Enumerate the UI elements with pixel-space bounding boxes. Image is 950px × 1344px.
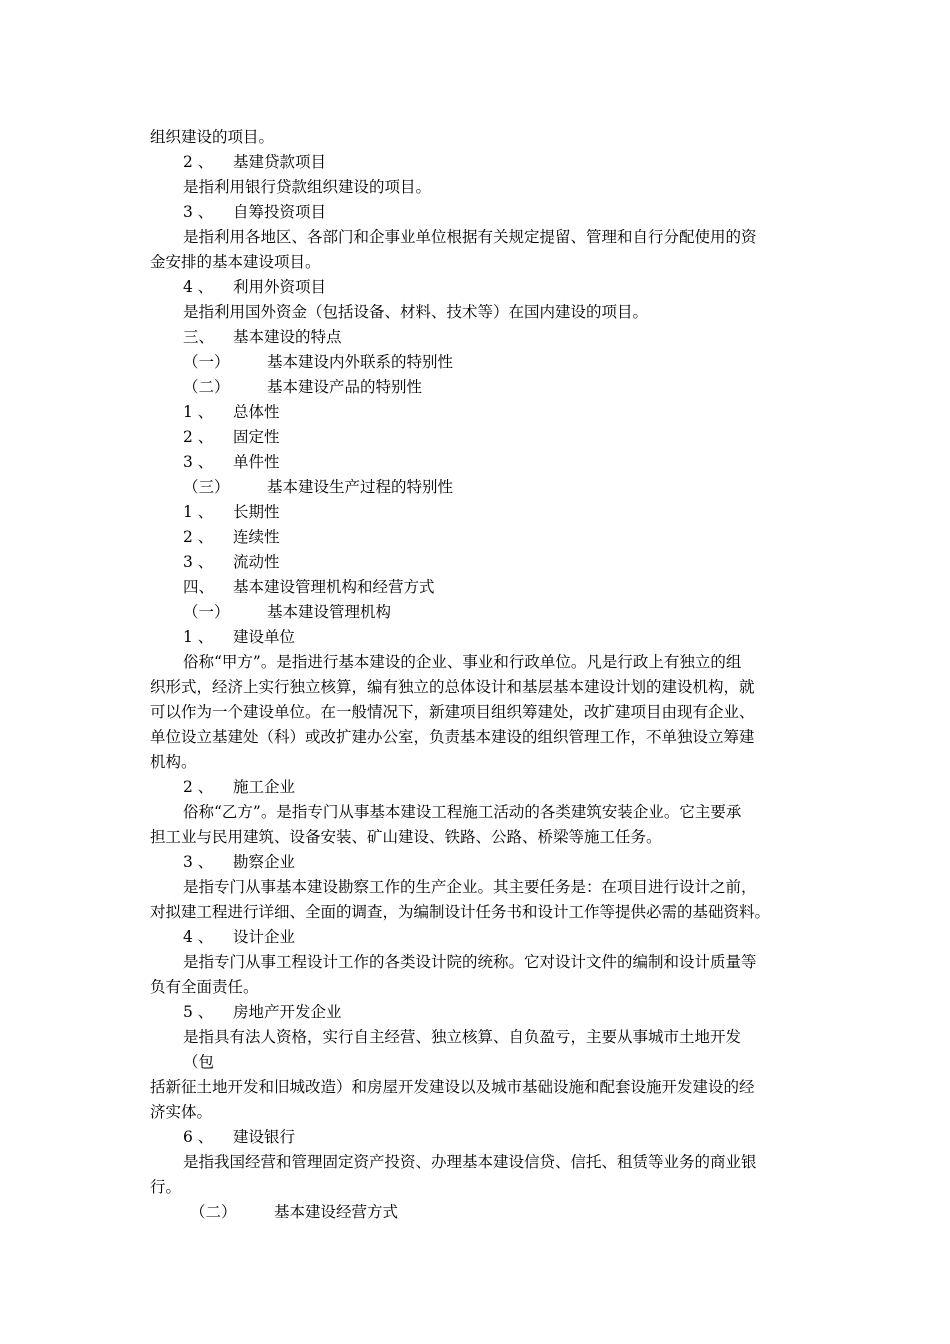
- subsection-heading: （一） 基本建设管理机构: [183, 603, 392, 621]
- numbered-heading: 1 、 总体性: [183, 403, 280, 421]
- numbered-heading: 2 、 基建贷款项目: [183, 153, 327, 171]
- numbered-heading: 4 、 设计企业: [183, 928, 296, 946]
- paragraph-line: 织形式，经济上实行独立核算，编有独立的总体设计和基层基本建设计划的建设机构，就: [150, 678, 755, 696]
- numbered-heading: 3 、 自筹投资项目: [183, 203, 327, 221]
- paragraph-line: 是指专门从事工程设计工作的各类设计院的统称。它对设计文件的编制和设计质量等: [183, 953, 757, 971]
- section-heading: 四、 基本建设管理机构和经营方式: [183, 578, 435, 596]
- paragraph-line: 是指专门从事基本建设勘察工作的生产企业。其主要任务是：在项目进行设计之前，: [183, 878, 757, 896]
- paragraph-line: 俗称“甲方”。是指进行基本建设的企业、事业和行政单位。凡是行政上有独立的组: [183, 653, 742, 671]
- paragraph-line: 行。: [150, 1178, 182, 1196]
- numbered-heading: 2 、 固定性: [183, 428, 280, 446]
- numbered-heading: 3 、 单件性: [183, 453, 280, 471]
- paragraph-line: 负有全面责任。: [150, 978, 259, 996]
- numbered-heading: 3 、 流动性: [183, 553, 280, 571]
- text-line: 组织建设的项目。: [150, 128, 275, 146]
- numbered-heading: 2 、 施工企业: [183, 778, 296, 796]
- paragraph-line: 金安排的基本建设项目。: [150, 253, 321, 271]
- numbered-heading: 2 、 连续性: [183, 528, 280, 546]
- paragraph-line: 是指利用各地区、各部门和企事业单位根据有关规定提留、管理和自行分配使用的资: [183, 228, 757, 246]
- document-body: [150, 125, 810, 1225]
- subsection-heading: （三） 基本建设生产过程的特别性: [183, 478, 454, 496]
- paragraph-line: 单位设立基建处（科）或改扩建办公室，负责基本建设的组织管理工作，不单独设立筹建: [150, 728, 755, 746]
- paragraph-line: 是指利用银行贷款组织建设的项目。: [183, 178, 432, 196]
- numbered-heading: 3 、 勘察企业: [183, 853, 296, 871]
- paragraph-line: 是指我国经营和管理固定资产投资、办理基本建设信贷、信托、租赁等业务的商业银: [183, 1153, 757, 1171]
- numbered-heading: 5 、 房地产开发企业: [183, 1003, 342, 1021]
- paragraph-line: 济实体。: [150, 1103, 213, 1121]
- subsection-heading: （二） 基本建设产品的特别性: [183, 378, 423, 396]
- subsection-heading: （一） 基本建设内外联系的特别性: [183, 353, 454, 371]
- paragraph-line: 是指具有法人资格，实行自主经营、独立核算、自负盈亏，主要从事城市土地开发: [183, 1028, 742, 1046]
- paragraph-line: （包: [183, 1053, 215, 1071]
- paragraph-line: 担工业与民用建筑、设备安装、矿山建设、铁路、公路、桥梁等施工任务。: [150, 828, 662, 846]
- paragraph-line: 俗称“乙方”。是指专门从事基本建设工程施工活动的各类建筑安装企业。它主要承: [183, 803, 742, 821]
- paragraph-line: 是指利用国外资金（包括设备、材料、技术等）在国内建设的项目。: [183, 303, 649, 321]
- paragraph-line: 机构。: [150, 753, 197, 771]
- numbered-heading: 1 、 长期性: [183, 503, 280, 521]
- section-heading: 三、 基本建设的特点: [183, 328, 342, 346]
- paragraph-line: 可以作为一个建设单位。在一般情况下，新建项目组织筹建处，改扩建项目由现有企业、: [150, 703, 755, 721]
- paragraph-line: 括新征土地开发和旧城改造）和房屋开发建设以及城市基础设施和配套设施开发建设的经: [150, 1078, 755, 1096]
- numbered-heading: 1 、 建设单位: [183, 628, 296, 646]
- numbered-heading: 4 、 利用外资项目: [183, 278, 327, 296]
- paragraph-line: 对拟建工程进行详细、全面的调查，为编制设计任务书和设计工作等提供必需的基础资料。: [150, 903, 771, 921]
- subsection-heading: （二） 基本建设经营方式: [190, 1203, 399, 1221]
- numbered-heading: 6 、 建设银行: [183, 1128, 296, 1146]
